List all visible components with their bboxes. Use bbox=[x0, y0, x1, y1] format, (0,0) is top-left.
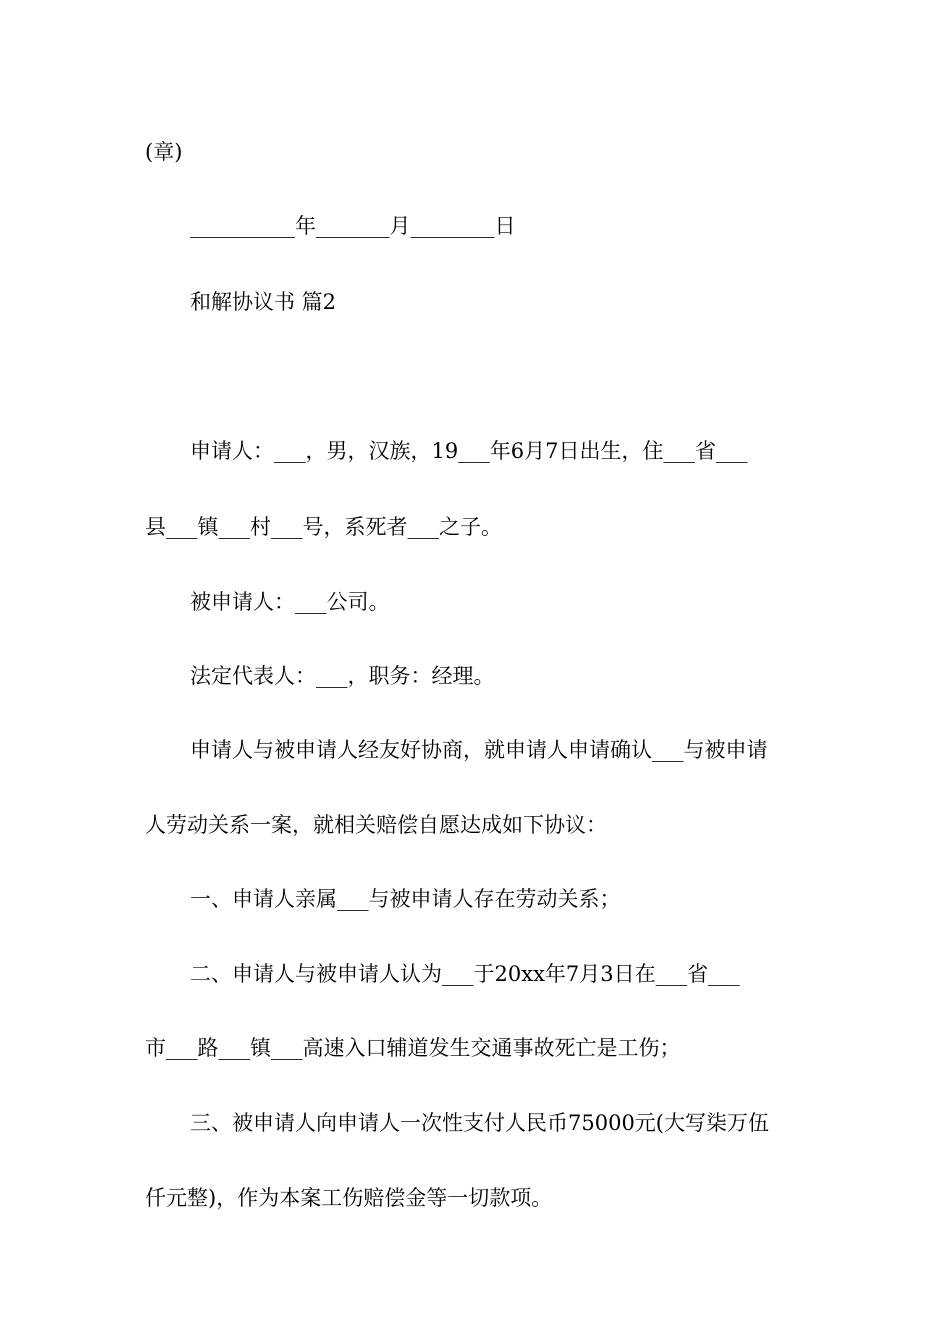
respondent-paragraph: 被申请人：___公司。 bbox=[190, 590, 390, 614]
clause-3-line1: 三、被申请人向申请人一次性支付人民币75000元(大写柒万伍 bbox=[190, 1111, 769, 1135]
seal-label: (章) bbox=[145, 140, 183, 164]
clause-2-line1: 二、申请人与被申请人认为___于20xx年7月3日在___省___ bbox=[190, 962, 740, 986]
legal-rep-paragraph: 法定代表人：___，职务：经理。 bbox=[190, 664, 495, 688]
intro-paragraph-line2: 人劳动关系一案，就相关赔偿自愿达成如下协议： bbox=[145, 813, 607, 837]
section-title: 和解协议书 篇2 bbox=[190, 290, 337, 314]
clause-3-line2: 仟元整)，作为本案工伤赔偿金等一切款项。 bbox=[145, 1186, 553, 1210]
applicant-paragraph-line1: 申请人：___，男，汉族，19___年6月7日出生，住___省___ bbox=[190, 439, 748, 463]
clause-2-line2: 市___路___镇___高速入口辅道发生交通事故死亡是工伤； bbox=[145, 1036, 681, 1060]
clause-1: 一、申请人亲属___与被申请人存在劳动关系； bbox=[190, 887, 621, 911]
applicant-paragraph-line2: 县___镇___村___号，系死者___之子。 bbox=[145, 515, 502, 539]
intro-paragraph-line1: 申请人与被申请人经友好协商，就申请人申请确认___与被申请 bbox=[190, 738, 768, 762]
date-line: __________年_______月________日 bbox=[190, 214, 516, 238]
